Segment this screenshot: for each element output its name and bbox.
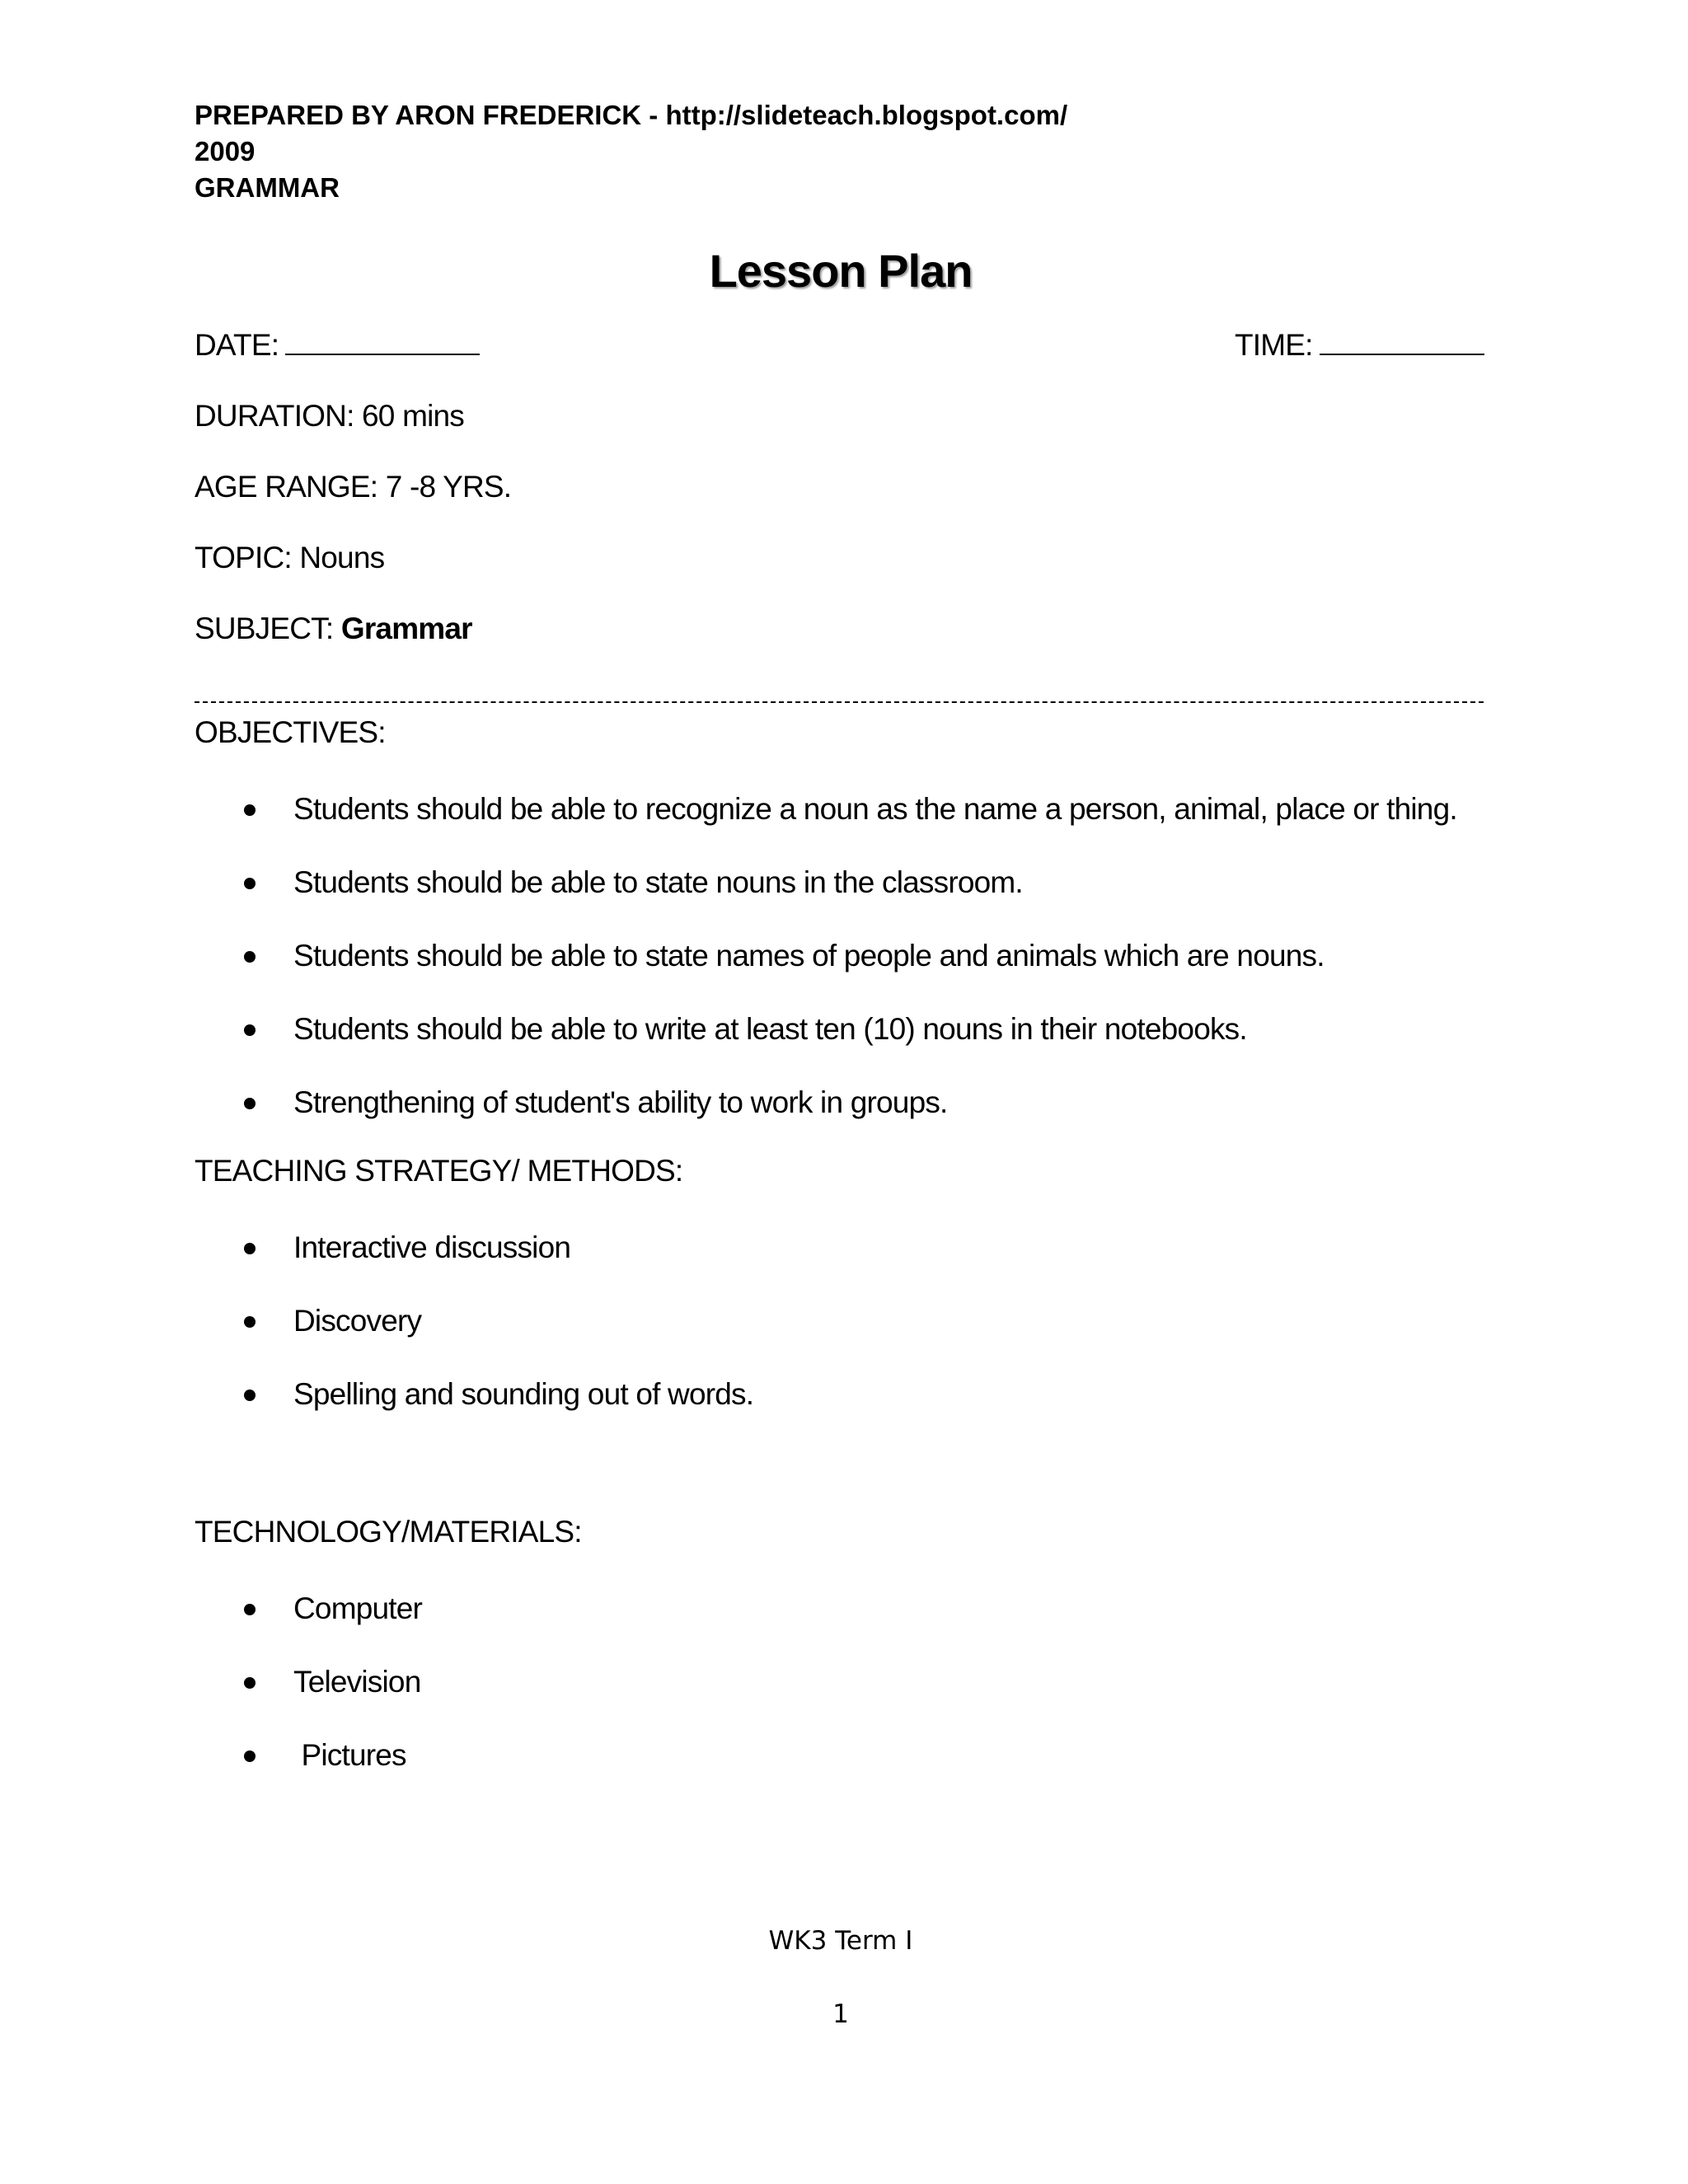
- header-prepared-by: PREPARED BY ARON FREDERICK - http://slideteach.blogspot.com/: [195, 100, 1068, 130]
- date-blank: [285, 352, 480, 355]
- list-item: [195, 1374, 753, 1447]
- list-item-text: Students should be able to write at least ten (10) nouns in their notebooks.: [293, 1012, 1247, 1046]
- materials-heading: TECHNOLOGY/MATERIALS:: [195, 1515, 582, 1549]
- list-item-text: Computer: [293, 1591, 423, 1625]
- list-item: [195, 1661, 422, 1735]
- subject-value: Grammar: [340, 612, 472, 645]
- bullet-icon: [244, 878, 256, 889]
- list-item-text: Students should be able to state nouns in the classroom.: [293, 865, 1023, 899]
- document-header: [195, 97, 1067, 206]
- bullet-icon: [244, 1677, 256, 1689]
- list-item-text: Discovery: [293, 1304, 422, 1338]
- bullet-icon: [244, 951, 256, 963]
- bullet-icon: [244, 1098, 256, 1109]
- list-item-text: Students should be able to state names of people and animals which are nouns.: [293, 939, 1325, 972]
- list-item: [195, 789, 1457, 862]
- header-subject: GRAMMAR: [195, 172, 340, 203]
- list-item-text: Students should be able to recognize a noun as the name a person, animal, place or thing.: [293, 792, 1457, 826]
- list-item-text: Interactive discussion: [293, 1230, 571, 1264]
- list-item: [195, 1082, 1457, 1155]
- page-title: Lesson Plan: [709, 245, 973, 297]
- time-label: TIME:: [1235, 328, 1313, 362]
- date-label: DATE:: [195, 328, 279, 362]
- bullet-icon: [244, 1390, 256, 1401]
- bullet-icon: [244, 1750, 256, 1762]
- bullet-icon: [244, 1024, 256, 1036]
- list-item-text: Pictures: [293, 1738, 406, 1772]
- list-item: [195, 1588, 422, 1661]
- header-year: 2009: [195, 136, 256, 166]
- age-range-field: AGE RANGE: 7 -8 YRS.: [195, 470, 512, 504]
- time-blank: [1320, 352, 1484, 355]
- bullet-icon: [244, 804, 256, 816]
- bullet-icon: [244, 1604, 256, 1615]
- list-item: [195, 1009, 1457, 1082]
- footer-label: WK3 Term I: [768, 1926, 913, 1956]
- list-item-text: Spelling and sounding out of words.: [293, 1377, 754, 1411]
- subject-field: [195, 612, 472, 646]
- objectives-list: [195, 789, 1457, 1155]
- list-item-text: Television: [293, 1665, 421, 1699]
- list-item: [195, 1735, 422, 1808]
- bullet-icon: [244, 1316, 256, 1328]
- strategy-heading: TEACHING STRATEGY/ METHODS:: [195, 1154, 683, 1188]
- list-item: [195, 1301, 753, 1374]
- time-field: [1235, 328, 1484, 363]
- topic-field: TOPIC: Nouns: [195, 541, 385, 574]
- date-field: [195, 328, 480, 363]
- duration-field: DURATION: 60 mins: [195, 399, 464, 433]
- list-item-text: Strengthening of student's ability to work in groups.: [293, 1085, 948, 1119]
- objectives-heading: OBJECTIVES:: [195, 715, 386, 749]
- list-item: [195, 1227, 753, 1301]
- materials-list: [195, 1588, 422, 1808]
- page-number: 1: [832, 1999, 849, 2029]
- strategy-list: [195, 1227, 753, 1447]
- list-item: [195, 935, 1457, 1009]
- bullet-icon: [244, 1243, 256, 1254]
- list-item: [195, 862, 1457, 935]
- subject-label: SUBJECT:: [195, 612, 334, 645]
- section-divider: [195, 701, 1484, 703]
